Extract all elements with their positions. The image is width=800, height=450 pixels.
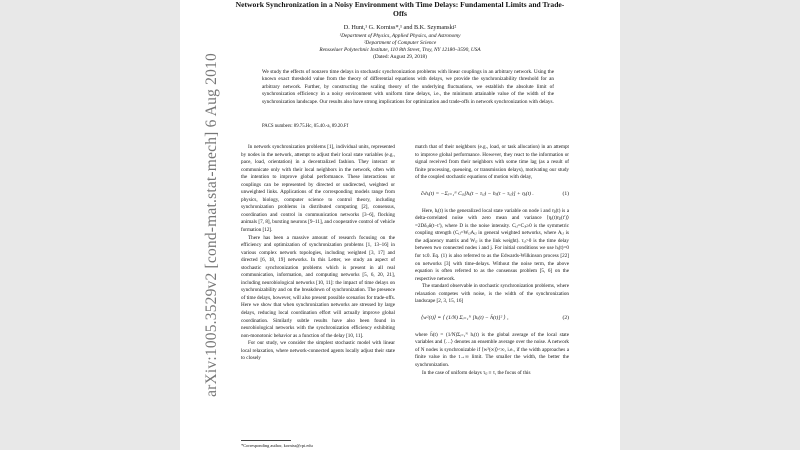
affiliation-address: Rensselaer Polytechnic Institute, 110 8th Street, Troy, NY 12180–3590, USA — [319, 47, 481, 53]
paragraph-uniform-delays: In the case of uniform delays τᵢⱼ ≡ τ, the focus of this — [422, 369, 531, 376]
paragraph-research: There has been a massive amount of research focusing on the efficiency and optimization of synchronization problems [1, 13–16] in various complex network topologies, including weighted [3, 17] and directed [6, 18, 19] networks. In this Letter, we study an aspect of stochastic synchronization problems which is present in all real communication, information, and computing networks [5, 6, 20, 21], including neurobiological networks [10, 11]: the impact of time delays on synchronizability and on the breakdown of synchronization. The presence of time delays, however, will also present possible scenarios for trade-offs. Here we show that when synchronization networks are stressed by large delays, reducing local coordination effort will actually improve global coordination. Similarly subtle results have also been found in neurobiological networks with the synchronization efficiency exhibiting non-monotonic behavior as a function of the delay [10, 11]. — [241, 234, 395, 339]
right-column — [415, 144, 569, 377]
affiliation-cs: ²Department of Computer Science — [363, 40, 437, 46]
equation-2-number: (2) — [562, 315, 569, 322]
pacs-numbers: PACS numbers: 89.75.Hc, 05.40.-a, 89.20.Ff — [262, 124, 349, 129]
paragraph-intro: In network synchronization problems [1], individual units, represented by nodes in the network, attempt to adjust their local state variables (e.g., pace, load, orientation) in a decentralized fashion. They interact or communicate only with their local neighbors in the network, often with the intention to improve global performance. These interactions or couplings can be represented by directed or undirected, weighted or unweighted links. Applications of the corresponding models range from physics, biology, computer science to control theory, including synchronization problems in distributed computing [2], consensus, coordination and control in communication networks [3–6], flocking animals [7, 8], bursting neurons [9–11], and cooperative control of vehicle formation [12]. — [241, 144, 395, 234]
paragraph-model: For our study, we consider the simplest stochastic model with linear local relaxation, where network-connected agents locally adjust their state to closely — [241, 340, 395, 362]
author-list: D. Hunt,¹ G. Korniss*,¹ and B.K. Szymanski² — [343, 24, 457, 31]
paragraph-continued: match that of their neighbors (e.g., load, or task allocation) in an attempt to improve global performance. However, they react to the information or signal received from their neighbors with some time lag (as a result of finite processing, queueing, or transmission delays), motivating our study of the coupled stochastic equations of motion with delay, — [415, 144, 569, 181]
equation-1-number: (1) — [562, 190, 569, 197]
equation-1 — [415, 182, 569, 208]
arxiv-id-text: arXiv:1005.3529v2 [cond-mat.stat-mech] 6 Aug 2010 — [203, 53, 221, 397]
footnote-corresponding-author: *Corresponding author, korniss@rpi.edu — [241, 443, 313, 448]
abstract: We study the effects of nonzero time delays in stochastic synchronization problems with linear couplings in an arbitrary network. Using the known exact threshold value from the theory of differential equations with delays, we provide the synchronizability threshold for an arbitrary network. Further, by constructing the scaling theory of the underlying fluctuations, we establish the absolute limit of synchronization efficiency in a noisy environment with uniform time delays, i.e., the minimum attainable value of the width of the synchronization landscape. Our results also have strong implications for optimization and trade-offs in network synchronization with delays. — [262, 69, 554, 105]
equation-2 — [415, 306, 569, 332]
footnote-rule — [241, 440, 291, 441]
equation-1-body: ∂ₜhᵢ(t) = −Σⱼ₌₁ᴺ Cᵢⱼ[hᵢ(t − τᵢⱼ) − hⱼ(t − τᵢⱼ)] + ηᵢ(t) . — [421, 190, 534, 197]
paragraph-width: where h̄(t) = (1/N)Σᵢ₌₁ᴺ hᵢ(t) is the global average of the local state variables and ⟨…⟩ denotes an ensemble average over the noise. A network of N nodes is synchronizable if ⟨w²(∞)⟩<∞, i.e., if the width approaches a finite value in the t→∞ limit. The smaller the width, the better the synchronization. — [415, 331, 569, 369]
paragraph-observable: The standard observable in stochastic synchronization problems, where relaxation competes with noise, is the width of the synchronization landscape [2, 3, 15, 16] — [415, 283, 569, 305]
affiliation-physics: ¹Department of Physics, Applied Physics, and Astronomy — [339, 33, 461, 39]
equation-2-body: ⟨w²(t)⟩ ≡ ⟨ (1/N) Σᵢ₌₁ᴺ [hᵢ(t) − h̄(t)]² ⟩ , — [421, 315, 509, 322]
arxiv-identifier-stamp — [192, 10, 232, 440]
date-line: (Dated: August 29, 2018) — [373, 54, 427, 60]
paragraph-definitions: Here, hᵢ(t) is the generalized local state variable on node i and ηᵢ(t) is a delta-correlated noise with zero mean and variance ⟨ηᵢ(t)ηⱼ(t′)⟩=2Dδᵢⱼδ(t−t′), where D is the noise intensity. Cᵢⱼ=Cⱼᵢ≥0 is the symmetric coupling strength (Cᵢⱼ=WᵢⱼAᵢⱼ in general weighted networks, where Aᵢⱼ is the adjacency matrix and Wᵢⱼ is the link weight). τᵢⱼ>0 is the time delay between two connected nodes i and j. For initial conditions we use hᵢ(t)=0 for t≤0. Eq. (1) is also referred to as the Edwards-Wilkinson process [22] on networks [3] with time-delays. Without the noise term, the above equation is often referred to as the consensus problem [5, 6] on the respective network. — [415, 207, 569, 282]
left-column — [241, 144, 395, 363]
paper-title: Network Synchronization in a Noisy Environment with Time Delays: Fundamental Limits and Trade-Offs — [235, 0, 565, 19]
